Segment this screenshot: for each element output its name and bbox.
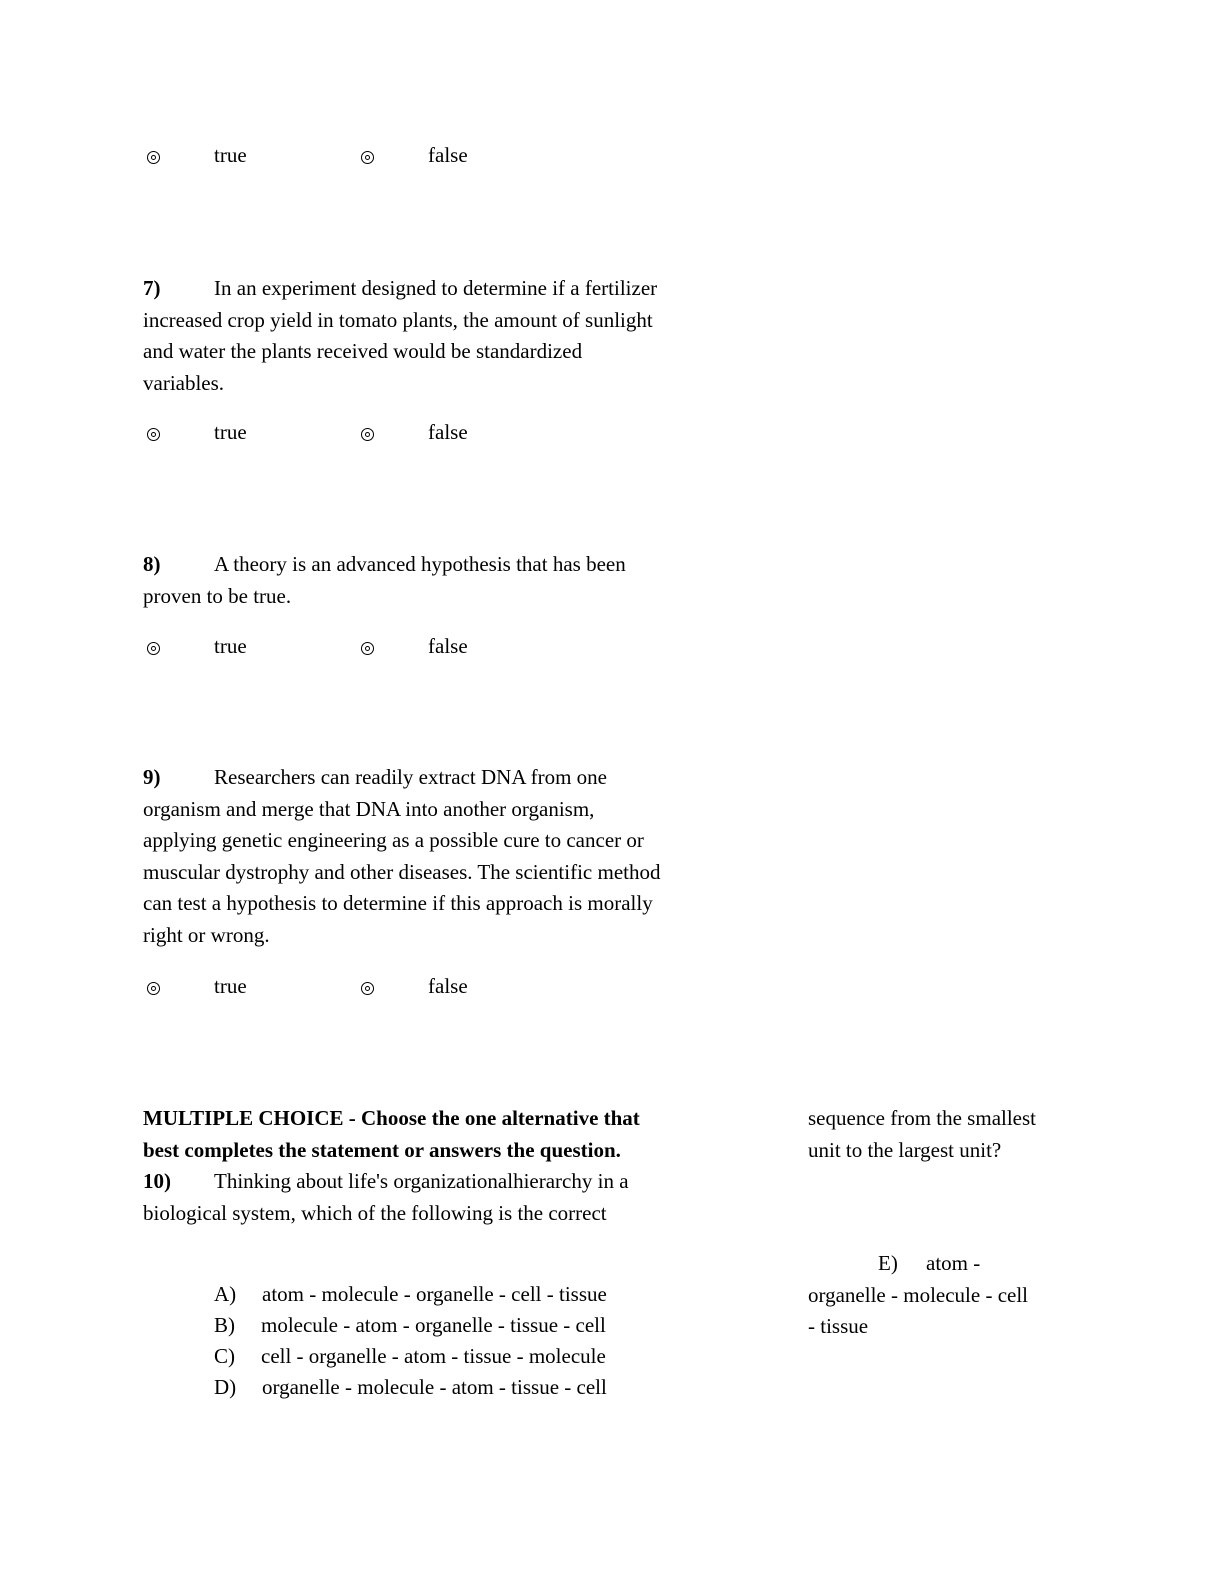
radio-false-q6[interactable]	[361, 151, 374, 164]
radio-false-q8[interactable]	[361, 642, 374, 655]
choice-letter: C)	[214, 1344, 235, 1368]
choice-letter: D)	[214, 1375, 237, 1399]
question-10-continuation	[808, 1103, 1036, 1166]
choice-b[interactable]	[214, 1310, 606, 1342]
question-9-line-4: muscular dystrophy and other diseases. The scientific method	[143, 859, 661, 884]
option-false-label: false	[428, 634, 468, 658]
question-9-line-3: applying genetic engineering as a possible cure to cancer or	[143, 828, 644, 852]
question-text: Researchers can readily extract DNA from one	[214, 765, 607, 789]
choice-text: organelle - molecule - atom - tissue - cell	[262, 1375, 607, 1399]
choice-e-line-2: organelle - molecule - cell	[808, 1282, 1029, 1307]
option-false-label: false	[428, 420, 468, 444]
question-8-line-1	[143, 549, 743, 581]
question-number: 7)	[143, 276, 161, 300]
question-10-cont-line-2: unit to the largest unit?	[808, 1137, 1002, 1162]
choice-c[interactable]	[214, 1341, 606, 1373]
choice-d[interactable]	[214, 1372, 607, 1404]
mc-section	[143, 1103, 763, 1229]
choice-e[interactable]	[808, 1248, 1028, 1343]
question-text: A theory is an advanced hypothesis that has been	[214, 552, 626, 576]
option-false-label: false	[428, 143, 468, 167]
option-true-label: true	[214, 420, 247, 444]
question-number: 10)	[143, 1169, 171, 1193]
question-9-line-6: right or wrong.	[143, 922, 270, 947]
mc-header-line-2: best completes the statement or answers the question.	[143, 1137, 621, 1162]
choice-text: atom - molecule - organelle - cell - tissue	[262, 1282, 607, 1306]
option-true-label: true	[214, 143, 247, 167]
mc-header-line-1: MULTIPLE CHOICE - Choose the one alternative that	[143, 1106, 640, 1130]
question-9-line-2: organism and merge that DNA into another organism,	[143, 796, 595, 821]
question-10-line-1	[143, 1166, 763, 1198]
option-false-label: false	[428, 974, 468, 998]
question-9-line-1	[143, 762, 743, 794]
choice-letter: A)	[214, 1282, 237, 1306]
option-true-label: true	[214, 634, 247, 658]
question-10-line-2: biological system, which of the following is the correct	[143, 1200, 607, 1225]
question-9	[143, 762, 743, 951]
question-7-line-3: and water the plants received would be standardized	[143, 339, 583, 363]
question-8	[143, 549, 743, 612]
question-number: 8)	[143, 552, 161, 576]
choice-text: molecule - atom - organelle - tissue - cell	[261, 1313, 606, 1337]
radio-true-q6[interactable]	[147, 151, 160, 164]
radio-false-q9[interactable]	[361, 982, 374, 995]
question-number: 9)	[143, 765, 161, 789]
question-7-line-1	[143, 273, 743, 305]
question-text: In an experiment designed to determine if a fertilizer	[214, 276, 658, 300]
question-7-line-4: variables.	[143, 370, 225, 395]
choice-text: cell - organelle - atom - tissue - molecule	[261, 1344, 606, 1368]
question-text: Thinking about life's organizationalhierarchy in a	[214, 1169, 629, 1193]
option-true-label: true	[214, 974, 247, 998]
question-9-line-5: can test a hypothesis to determine if this approach is morally	[143, 891, 653, 915]
radio-true-q7[interactable]	[147, 428, 160, 441]
radio-false-q7[interactable]	[361, 428, 374, 441]
choice-letter: E)	[878, 1251, 898, 1275]
choice-text: atom -	[926, 1251, 981, 1275]
choice-e-line-1	[808, 1248, 1028, 1280]
radio-true-q8[interactable]	[147, 642, 160, 655]
choice-e-line-3: - tissue	[808, 1314, 869, 1338]
choice-a[interactable]	[214, 1279, 607, 1311]
choice-letter: B)	[214, 1313, 235, 1337]
question-8-line-2: proven to be true.	[143, 583, 292, 608]
radio-true-q9[interactable]	[147, 982, 160, 995]
question-7-line-2: increased crop yield in tomato plants, the amount of sunlight	[143, 307, 653, 332]
question-10-cont-line-1: sequence from the smallest	[808, 1106, 1037, 1130]
question-7	[143, 273, 743, 399]
